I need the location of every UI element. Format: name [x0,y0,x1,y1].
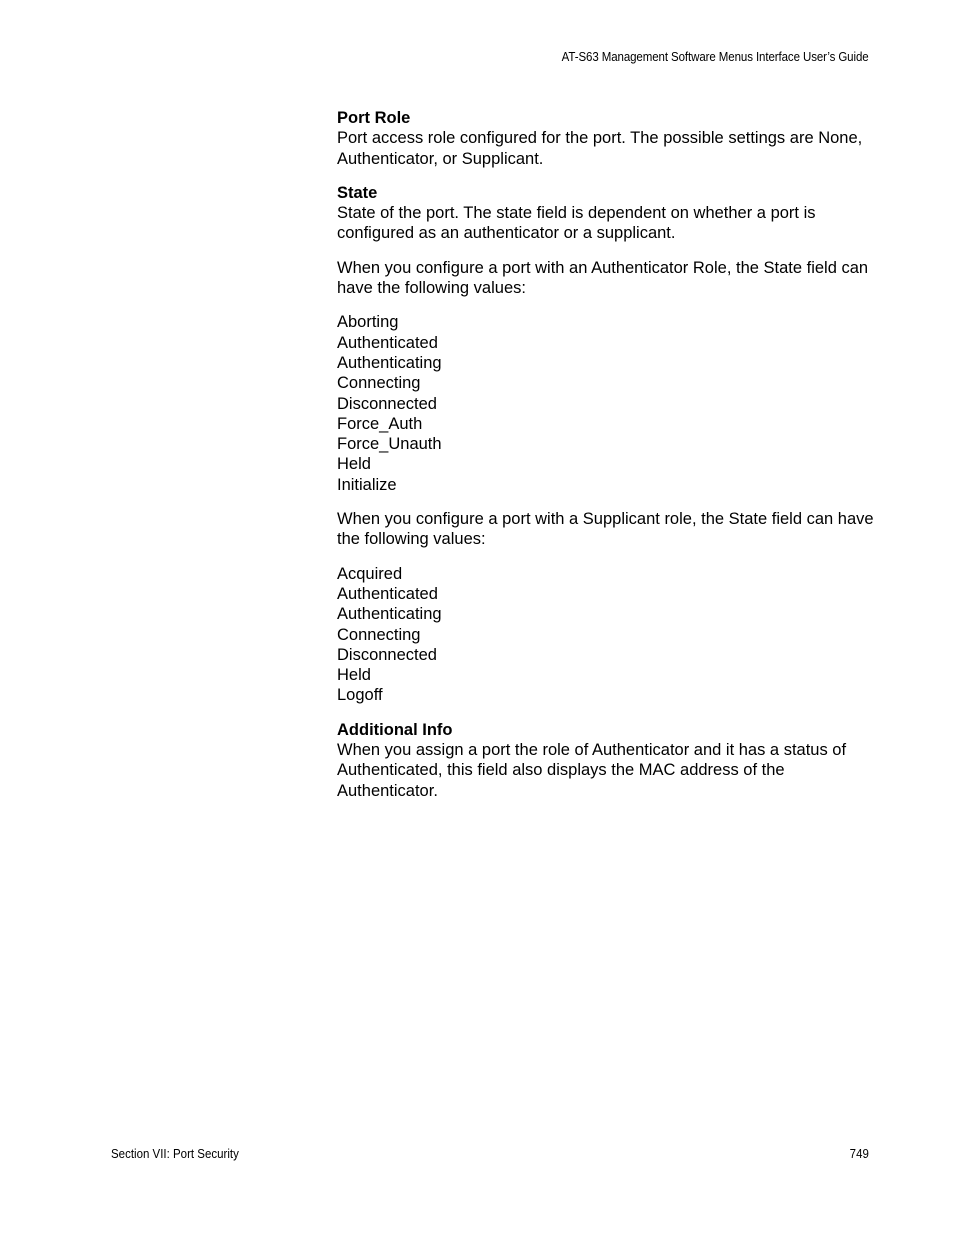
authenticator-values-list [337,312,877,495]
additional-info-title: Additional Info [337,720,453,739]
list-item: Authenticating [337,605,442,624]
list-item: Disconnected [337,645,437,664]
field-port-role [337,108,877,169]
field-state [337,183,877,706]
page-number: 749 [849,1147,869,1161]
field-additional-info [337,720,877,801]
additional-info-description: When you assign a port the role of Authenticator and it has a status of Authenticated, this field also displays the MAC address of the Authenticator. [337,741,847,800]
list-item: Force_Auth [337,414,423,433]
list-item: Disconnected [337,394,437,413]
list-item: Held [337,455,371,474]
page-content [337,108,877,801]
authenticator-intro: When you configure a port with an Authenticator Role, the State field can have the following values: [337,258,869,298]
list-item: Force_Unauth [337,435,442,454]
list-item: Authenticating [337,353,442,372]
state-title: State [337,183,378,202]
list-item: Acquired [337,564,403,583]
footer-section: Section VII: Port Security [111,1147,239,1161]
list-item: Connecting [337,374,421,393]
list-item: Authenticated [337,333,438,352]
list-item: Authenticated [337,584,438,603]
port-role-title: Port Role [337,109,411,127]
list-item: Logoff [337,686,383,705]
port-role-description: Port access role configured for the port. The possible settings are None, Authenticator, or Supplicant. [337,129,863,168]
running-header: AT-S63 Management Software Menus Interface User’s Guide [562,50,869,64]
state-description: State of the port. The state field is dependent on whether a port is configured as an authenticator or a supplicant. [337,204,816,243]
list-item: Held [337,666,371,685]
list-item: Connecting [337,625,421,644]
list-item: Aborting [337,313,399,332]
supplicant-intro: When you configure a port with a Supplicant role, the State field can have the following values: [337,510,874,549]
supplicant-values-list [337,564,877,706]
list-item: Initialize [337,475,397,494]
